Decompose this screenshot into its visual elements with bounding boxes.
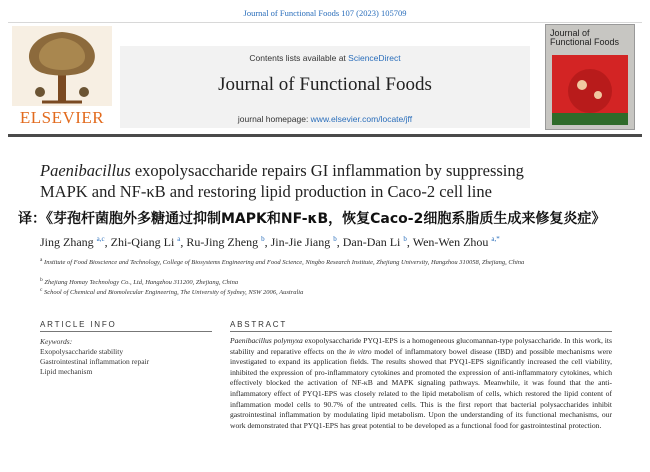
keyword: Lipid mechanism — [40, 367, 93, 376]
abstract-species: Paenibacillus polymyxa — [230, 336, 303, 345]
article-title — [40, 160, 600, 202]
author-name[interactable]: Zhi-Qiang Li — [110, 235, 175, 249]
author-affil-mark[interactable]: b — [403, 235, 407, 243]
journal-citation: Journal of Functional Foods 107 (2023) 105709 — [243, 8, 407, 18]
homepage-prefix: journal homepage: — [237, 114, 311, 124]
author-name[interactable]: Wen-Wen Zhou — [412, 235, 489, 249]
contents-line — [120, 53, 530, 63]
keywords-label: Keywords: — [40, 337, 73, 346]
contents-prefix: Contents lists available at — [249, 53, 349, 63]
sciencedirect-link[interactable]: ScienceDirect — [348, 53, 401, 63]
title-line2: MAPK and NF-κB and restoring lipid production in Caco-2 cell line — [40, 182, 492, 201]
author-affil-mark[interactable]: a,* — [491, 235, 500, 243]
author-name[interactable]: Ru-Jing Zheng — [186, 235, 259, 249]
abstract-in-vitro: in vitro — [348, 346, 372, 356]
article-info-rule — [40, 331, 212, 332]
author-name[interactable]: Jin-Jie Jiang — [270, 235, 331, 249]
abstract-text-2: model of inflammatory bowel disease (IBD) and possible mechanisms were investigated to expand its application fields. The results showed that PYQ1-EPS significantly increased the cell viability, inhibited the expression of pro-inflammatory cytokines and promoted the expression of anti-inflammatory cytokines, which effectively blocked the activation of NF-κB and MAPK signaling pathways. Meanwhile, it was found that the anti-inflammatory effect of PYQ1-EPS was closely related to the lipid metabolism of cells, which restored the lipid content of inflammation model cells to 90.7% of the untreated cells. This is the first report that bacterial polysaccharides inhibit gastrointestinal inflammation by modulating lipid metabolism. Upon the understanding of its functional mechanisms, our work demonstrated that PYQ1-EPS has great potential to be developed as a functional food for gastrointestinal protection. — [230, 346, 612, 430]
journal-cover — [545, 24, 635, 130]
cover-title: Journal of Functional Foods — [550, 28, 620, 47]
title-line1: exopolysaccharide repairs GI inflammation by suppressing — [130, 161, 524, 180]
homepage-link[interactable]: www.elsevier.com/locate/jff — [310, 114, 413, 124]
affiliation-mark: a — [40, 257, 43, 263]
publisher-wordmark: ELSEVIER — [19, 108, 105, 127]
homepage-line — [120, 114, 530, 124]
author-name[interactable]: Jing Zhang — [40, 235, 94, 249]
title-genus: Paenibacillus — [40, 161, 131, 180]
article-info-heading: ARTICLE INFO — [40, 320, 117, 329]
affiliation-text: Institute of Food Bioscience and Technology, College of Biosystems Engineering and Food Science, Ningbo Research Institute, Zhejiang University, Hangzhou 310058, Zhejiang, China — [44, 259, 525, 267]
affiliation-text: Zhejiang Homay Technology Co., Ltd, Hangzhou 311200, Zhejiang, China — [44, 279, 239, 287]
author-name[interactable]: Dan-Dan Li — [342, 235, 401, 249]
affiliation-mark: c — [40, 287, 43, 293]
author-affil-mark[interactable]: b — [333, 235, 337, 243]
affiliation — [40, 286, 600, 297]
abstract-text-1: exopolysaccharide PYQ1-EPS is a homogeneous glucomannan-type polysaccharide. In this work, its stability and reparative effects on the — [230, 336, 612, 356]
abstract-body — [230, 336, 612, 431]
abstract-heading: ABSTRACT — [230, 320, 288, 329]
author-list: Jing Zhang $^{a,c}$, Zhi-Qiang Li $^a$, Ru-Jing Zheng $^b$, Jin-Jie Jiang $^b$, Dan-Dan Li $^b$, Wen-Wen Zhou $^{a,*}$ — [40, 235, 500, 249]
author-affil-mark[interactable]: a — [177, 235, 181, 243]
affiliation-mark: b — [40, 277, 43, 283]
keyword: Exopolysaccharide stability — [40, 347, 124, 356]
chinese-translation: 译：《芽孢杆菌胞外多糖通过抑制MAPK和NF-κB，恢复Caco-2细胞系脂质生成来修复炎症》 — [18, 211, 606, 227]
journal-name: Journal of Functional Foods — [218, 74, 432, 95]
author-affil-mark[interactable]: b — [261, 235, 265, 243]
elsevier-tree-logo — [12, 26, 112, 106]
affiliation — [40, 256, 600, 267]
abstract-rule — [230, 331, 612, 332]
affiliation-text: School of Chemical and Biomolecular Engineering, The University of Sydney, NSW 2006, Australia — [44, 289, 304, 297]
keyword: Gastrointestinal inflammation repair — [40, 357, 150, 366]
cover-image — [552, 55, 628, 125]
author-affil-mark[interactable]: a,c — [96, 235, 105, 243]
